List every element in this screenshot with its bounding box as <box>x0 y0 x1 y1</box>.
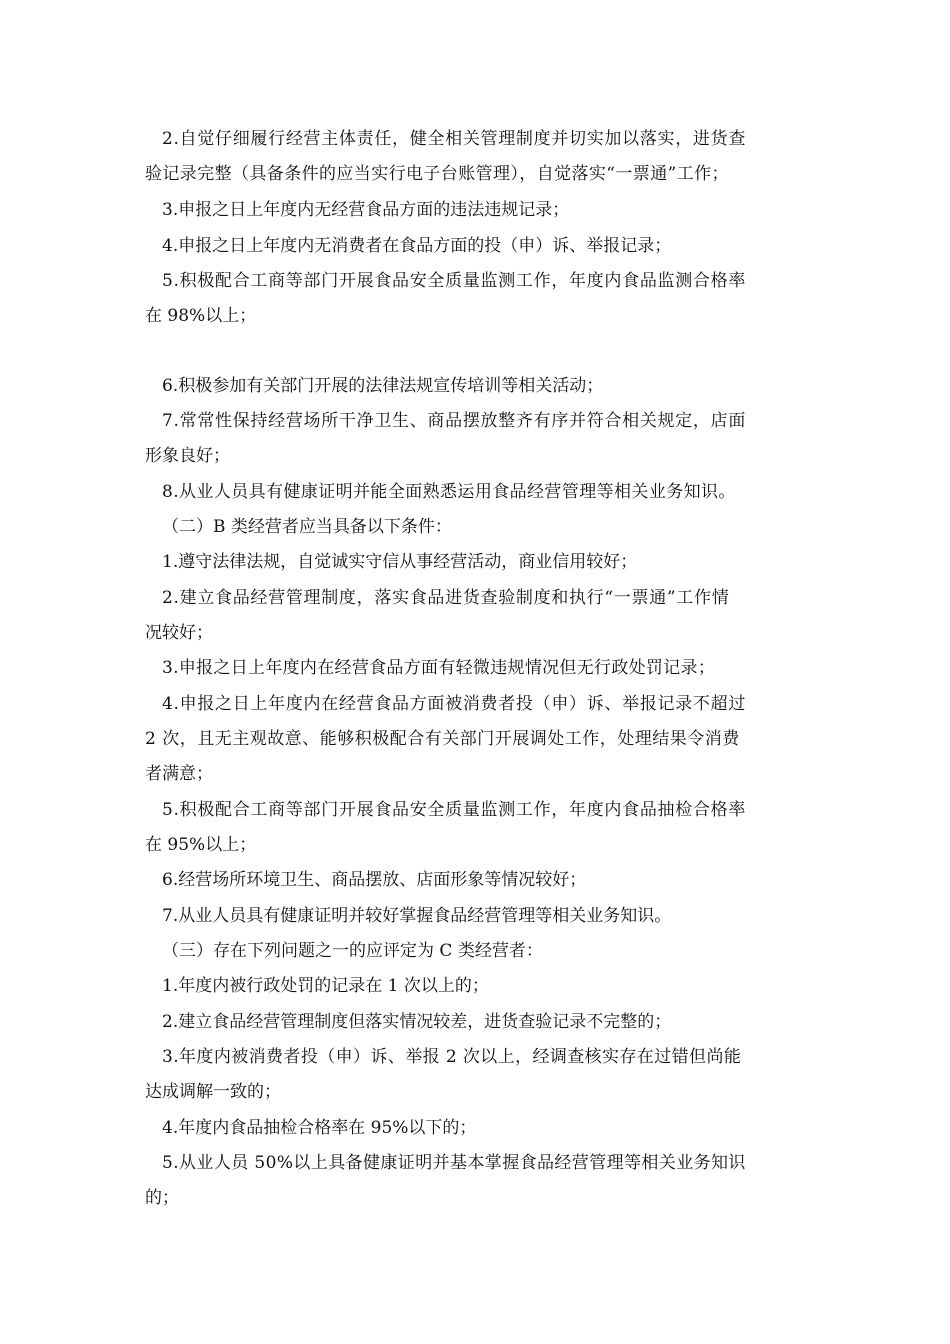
text-line: 4.申报之日上年度内在经营食品方面被消费者投（申）诉、举报记录不超过 <box>162 694 747 714</box>
text-line: 6.经营场所环境卫生、商品摆放、店面形象等情况较好； <box>162 870 587 890</box>
text-line: 6.积极参加有关部门开展的法律法规宣传培训等相关活动； <box>162 376 604 396</box>
text-line: 5.积极配合工商等部门开展食品安全质量监测工作，年度内食品监测合格率 <box>162 271 747 291</box>
text-line: 3.年度内被消费者投（申）诉、举报 2 次以上，经调查核实存在过错但尚能 <box>162 1047 742 1067</box>
text-line: 4.年度内食品抽检合格率在 95%以下的； <box>162 1118 477 1138</box>
text-line: 7.从业人员具有健康证明并较好掌握食品经营管理等相关业务知识。 <box>162 906 672 926</box>
text-line: 验记录完整（具备条件的应当实行电子台账管理），自觉落实“一票通”工作； <box>145 164 729 184</box>
text-line: 达成调解一致的； <box>145 1082 281 1102</box>
text-line: 2.建立食品经营管理制度，落实食品进货查验制度和执行“一票通”工作情 <box>162 588 730 608</box>
text-line: 2.建立食品经营管理制度但落实情况较差，进货查验记录不完整的； <box>162 1012 672 1032</box>
text-line: 2.自觉仔细履行经营主体责任，健全相关管理制度并切实加以落实，进货查 <box>162 129 747 149</box>
text-line: 的； <box>145 1188 179 1208</box>
text-line: 1.遵守法律法规，自觉诚实守信从事经营活动，商业信用较好； <box>162 552 638 572</box>
text-line: 3.申报之日上年度内无经营食品方面的违法违规记录； <box>162 200 570 220</box>
text-line: 形象良好； <box>145 446 230 466</box>
text-line: 5.积极配合工商等部门开展食品安全质量监测工作，年度内食品抽检合格率 <box>162 800 747 820</box>
text-line: 在 95%以上； <box>145 835 257 855</box>
text-line: 在 98%以上； <box>145 306 257 326</box>
section-heading: （二）B 类经营者应当具备以下条件： <box>162 517 452 537</box>
text-line: 2 次，且无主观故意、能够积极配合有关部门开展调处工作，处理结果令消费 <box>145 729 740 749</box>
text-line: 3.申报之日上年度内在经营食品方面有轻微违规情况但无行政处罚记录； <box>162 658 716 678</box>
text-line: 5.从业人员 50%以上具备健康证明并基本掌握食品经营管理等相关业务知识 <box>162 1153 746 1173</box>
text-line: 7.常常性保持经营场所干净卫生、商品摆放整齐有序并符合相关规定，店面 <box>162 411 747 431</box>
text-line: 1.年度内被行政处罚的记录在 1 次以上的； <box>162 976 489 996</box>
text-line: 况较好； <box>145 623 213 643</box>
text-line: 4.申报之日上年度内无消费者在食品方面的投（申）诉、举报记录； <box>162 236 672 256</box>
text-line: 者满意； <box>145 764 213 784</box>
text-line: 8.从业人员具有健康证明并能全面熟悉运用食品经营管理等相关业务知识。 <box>162 482 736 502</box>
section-heading: （三）存在下列问题之一的应评定为 C 类经营者： <box>162 941 543 961</box>
